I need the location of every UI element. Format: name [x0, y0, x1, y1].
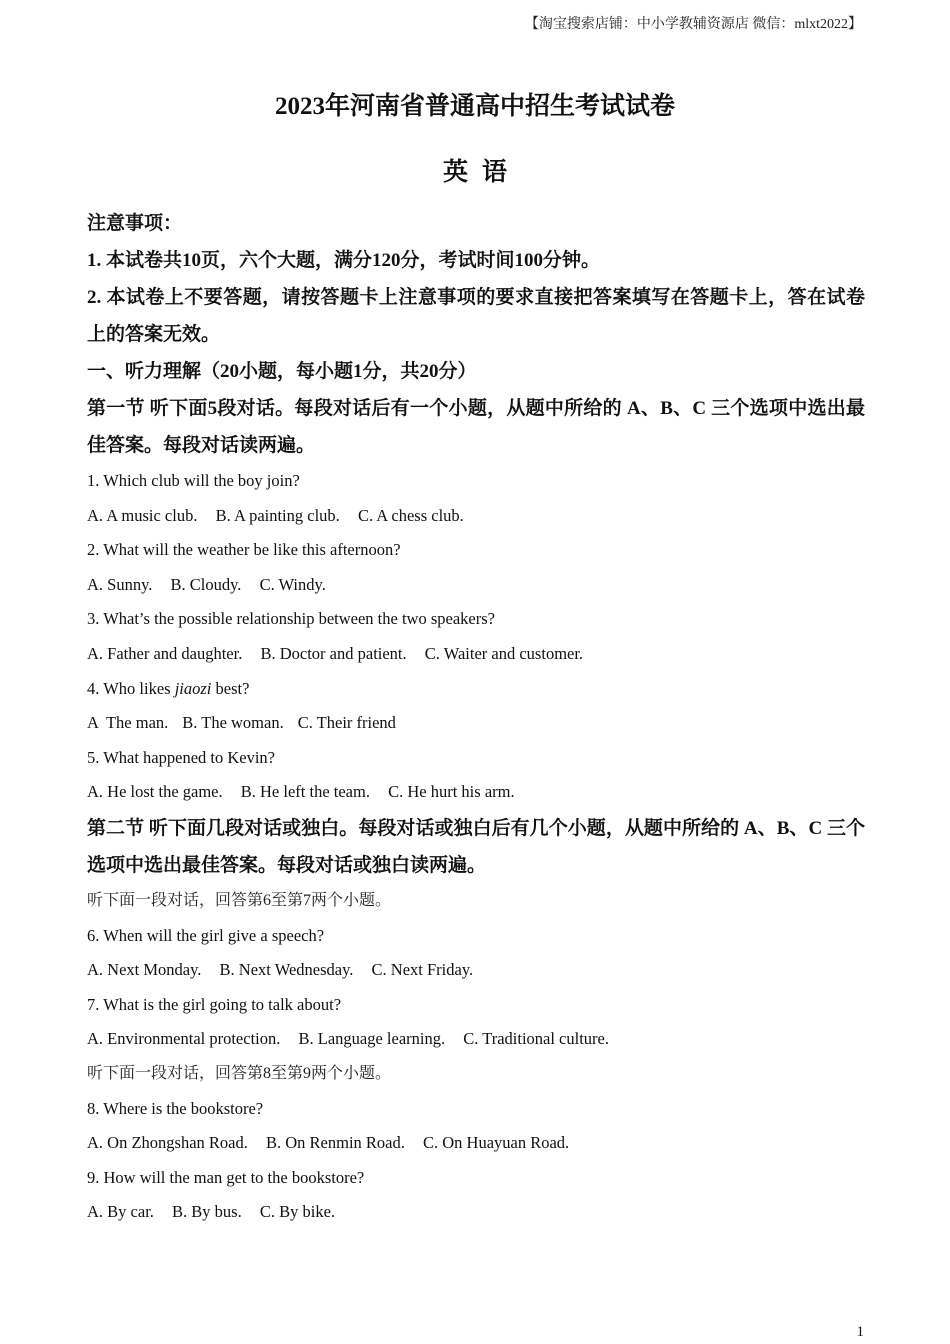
- option-c: C. Waiter and customer.: [424, 643, 584, 663]
- group2-note: 听下面一段对话，回答第8至第9两个小题。: [87, 1064, 392, 1082]
- question-4-prefix: 4. Who likes: [87, 678, 175, 698]
- question-4-italic-word: jiaozi: [174, 678, 212, 698]
- page-number: 1: [856, 1324, 864, 1340]
- options-4: [87, 706, 865, 741]
- exam-content: [87, 205, 865, 1230]
- option-a: A. He lost the game.: [87, 782, 223, 802]
- option-c: C. Next Friday.: [371, 960, 474, 980]
- notice-item-1: 1. 本试卷共10页，六个大题，满分120分，考试时间100分钟。: [87, 250, 601, 271]
- option-b: B. Cloudy.: [170, 574, 242, 594]
- options-8: [87, 1126, 865, 1161]
- option-c: C. Their friend: [297, 713, 396, 733]
- header-store-note: 【淘宝搜索店铺：中小学教辅资源店 微信：mlxt2022】: [524, 17, 862, 32]
- option-a: A. Father and daughter.: [87, 643, 243, 663]
- part1-heading: 一、听力理解（20小题，每小题1分，共20分）: [87, 361, 477, 382]
- options-6: [87, 953, 865, 988]
- options-3: [87, 637, 865, 672]
- option-b: B. A painting club.: [215, 505, 340, 525]
- option-b: B. Next Wednesday.: [219, 960, 354, 980]
- option-b: B. By bus.: [172, 1202, 242, 1222]
- option-b: B. He left the team.: [240, 782, 370, 802]
- option-c: C. By bike.: [259, 1202, 336, 1222]
- option-a: A. On Zhongshan Road.: [87, 1133, 248, 1153]
- option-a: A. Sunny.: [87, 574, 153, 594]
- section2-instruction: 第二节 听下面几段对话或独白。每段对话或独白后有几个小题，从题中所给的 A、B、C 三个选项中选出最佳答案。每段对话或独白读两遍。: [87, 817, 865, 876]
- option-a: A. Environmental protection.: [87, 1029, 281, 1049]
- options-5: [87, 775, 865, 810]
- option-b: B. Doctor and patient.: [260, 643, 407, 663]
- question-4: [87, 672, 865, 707]
- question-5: 5. What happened to Kevin?: [87, 747, 276, 767]
- option-a: A The man.: [87, 713, 169, 733]
- question-1: 1. Which club will the boy join?: [87, 471, 300, 490]
- option-c: C. On Huayuan Road.: [422, 1133, 570, 1153]
- question-9: 9. How will the man get to the bookstore?: [87, 1167, 365, 1187]
- option-b: B. Language learning.: [298, 1029, 446, 1049]
- options-7: [87, 1022, 865, 1057]
- option-c: C. A chess club.: [357, 505, 464, 525]
- notice-item-2: 2. 本试卷上不要答题，请按答题卡上注意事项的要求直接把答案填写在答题卡上，答在试卷上的答案无效。: [87, 287, 865, 345]
- question-7: 7. What is the girl going to talk about?: [87, 994, 342, 1014]
- options-9: [87, 1195, 865, 1230]
- group1-note: 听下面一段对话，回答第6至第7两个小题。: [87, 891, 392, 909]
- exam-title: 2023年河南省普通高中招生考试试卷: [274, 93, 675, 120]
- option-c: C. Traditional culture.: [463, 1029, 609, 1049]
- question-3: 3. What’s the possible relationship between the two speakers?: [87, 609, 495, 629]
- option-c: C. Windy.: [259, 574, 326, 594]
- option-c: C. He hurt his arm.: [388, 782, 515, 802]
- question-8: 8. Where is the bookstore?: [87, 1098, 264, 1118]
- question-6: 6. When will the girl give a speech?: [87, 925, 325, 945]
- option-a: A. Next Monday.: [87, 960, 202, 980]
- option-b: B. The woman.: [182, 713, 284, 733]
- option-a: A. By car.: [87, 1202, 154, 1222]
- options-2: [87, 568, 865, 603]
- option-a: A. A music club.: [87, 505, 198, 525]
- section1-instruction: 第一节 听下面5段对话。每段对话后有一个小题，从题中所给的 A、B、C 三个选项中选出最佳答案。每段对话读两遍。: [87, 398, 865, 456]
- subject-title: 英语: [442, 159, 521, 186]
- option-b: B. On Renmin Road.: [265, 1133, 405, 1153]
- options-1: [87, 499, 865, 534]
- notice-heading: 注意事项：: [87, 213, 183, 234]
- question-2: 2. What will the weather be like this afternoon?: [87, 540, 401, 560]
- question-4-suffix: best?: [211, 678, 250, 698]
